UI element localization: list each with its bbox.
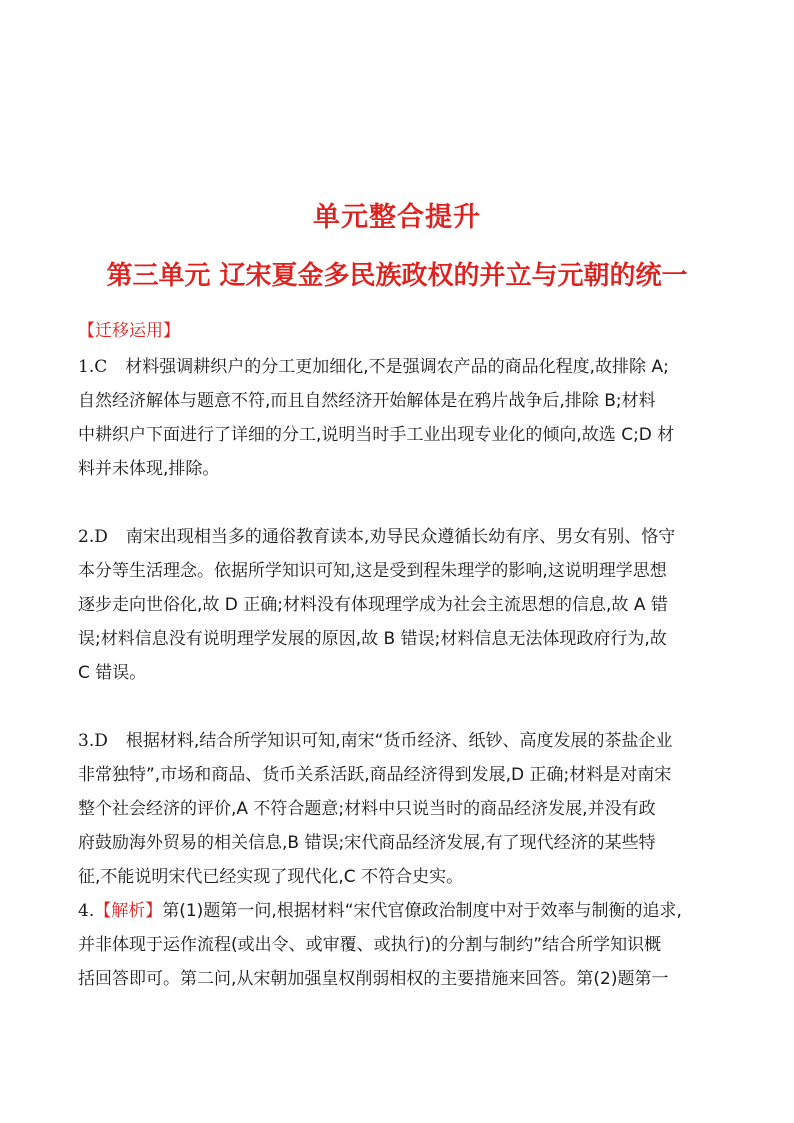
answer-line: 征,不能说明宋代已经实现了现代化,C 不符合史实。 [78, 867, 464, 887]
answer-text: 南宋出现相当多的通俗教育读本,劝导民众遵循长幼有序、男女有别、恪守 [125, 527, 676, 547]
answer-line: 误;材料信息没有说明理学发展的原因,故 B 错误;材料信息无法体现政府行为,故 [78, 629, 667, 649]
answer-block-3 [78, 724, 718, 894]
answer-line: 料并未体现,排除。 [78, 459, 220, 479]
answer-number: 3.D [78, 731, 108, 751]
answer-line: 括回答即可。第二问,从宋朝加强皇权削弱相权的主要措施来回答。第(2)题第一 [78, 969, 669, 989]
answer-number: 1.C [78, 357, 108, 377]
answer-line: 非常独特”,市场和商品、货币关系活跃,商品经济得到发展,D 正确;材料是对南宋 [78, 765, 672, 785]
section-label: 【迁移运用】 [78, 321, 180, 341]
answer-line [78, 350, 718, 384]
answer-line: 府鼓励海外贸易的相关信息,B 错误;宋代商品经济发展,有了现代经济的某些特 [78, 833, 656, 853]
page-title: 单元整合提升 [313, 202, 481, 233]
answer-text: 根据材料,结合所学知识可知,南宋“货币经济、纸钞、高度发展的茶盐企业 [125, 731, 673, 751]
answer-line: 中耕织户下面进行了详细的分工,说明当时手工业出现专业化的倾向,故选 C;D 材 [78, 425, 675, 445]
answer-number: 4. [78, 901, 95, 921]
answer-number: 2.D [78, 527, 108, 547]
answer-line: 逐步走向世俗化,故 D 正确;材料没有体现理学成为社会主流思想的信息,故 A 错 [78, 595, 668, 615]
answer-block-4 [78, 894, 718, 996]
answer-block-1 [78, 350, 718, 486]
answer-line: 自然经济解体与题意不符,而且自然经济开始解体是在鸦片战争后,排除 B;材料 [78, 391, 656, 411]
answer-line [78, 724, 718, 758]
answer-line: 整个社会经济的评价,A 不符合题意;材料中只说当时的商品经济发展,并没有政 [78, 799, 656, 819]
answer-line: 本分等生活理念。依据所学知识可知,这是受到程朱理学的影响,这说明理学思想 [78, 561, 667, 581]
answer-text: 第(1)题第一问,根据材料“宋代官僚政治制度中对于效率与制衡的追求, [162, 901, 682, 921]
analysis-tag: 【解析】 [94, 901, 163, 921]
answer-line: C 错误。 [78, 663, 147, 683]
answer-line [78, 894, 718, 928]
answer-line [78, 520, 718, 554]
answer-text: 材料强调耕织户的分工更加细化,不是强调农产品的商品化程度,故排除 A; [125, 357, 669, 377]
unit-subtitle: 第三单元 辽宋夏金多民族政权的并立与元朝的统一 [106, 261, 688, 291]
answer-line: 并非体现于运作流程(或出令、或审覆、或执行)的分割与制约”结合所学知识概 [78, 935, 662, 955]
answer-block-2 [78, 520, 718, 690]
